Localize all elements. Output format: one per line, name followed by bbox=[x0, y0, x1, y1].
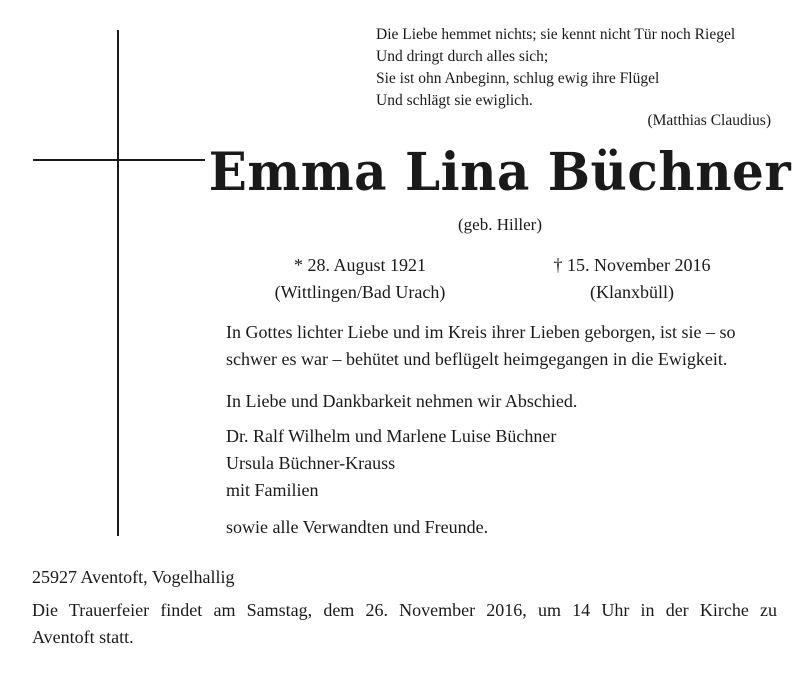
cross-vertical-bar bbox=[117, 30, 119, 536]
service-info-continued: Aventoft statt. bbox=[32, 627, 134, 647]
poem-line: Die Liebe hemmet nichts; sie kennt nicht Tür noch Riegel bbox=[376, 26, 736, 43]
service-info: Die Trauerfeier findet am Samstag, dem 26. November 2016, um 14 Uhr in der Kirche zu bbox=[32, 600, 777, 620]
birth-place: (Wittlingen/Bad Urach) bbox=[274, 282, 446, 302]
farewell-line: In Liebe und Dankbarkeit nehmen wir Abschied. bbox=[226, 391, 578, 411]
poem-line: Und schlägt sie ewiglich. bbox=[376, 92, 533, 109]
footer-block bbox=[32, 564, 777, 651]
birth-block bbox=[220, 252, 500, 306]
death-block bbox=[492, 252, 772, 306]
poem-author: (Matthias Claudius) bbox=[647, 112, 771, 129]
paragraph-line: In Gottes lichter Liebe und im Kreis ihrer Lieben geborgen, ist sie – so bbox=[226, 322, 736, 342]
poem-line: Sie ist ohn Anbeginn, schlug ewig ihre Flügel bbox=[376, 70, 660, 87]
death-place: (Klanxbüll) bbox=[590, 282, 674, 302]
mourner-name: mit Familien bbox=[226, 480, 319, 500]
maiden-name: (geb. Hiller) bbox=[457, 215, 543, 234]
obituary-text bbox=[226, 319, 786, 541]
address: 25927 Aventoft, Vogelhallig bbox=[32, 567, 235, 587]
poem-line: Und dringt durch alles sich; bbox=[376, 48, 549, 65]
cross-horizontal-bar bbox=[33, 159, 205, 161]
birth-date: * 28. August 1921 bbox=[293, 255, 426, 275]
death-date: † 15. November 2016 bbox=[553, 255, 711, 275]
mourner-name: Dr. Ralf Wilhelm und Marlene Luise Büchner bbox=[226, 426, 557, 446]
mourner-name: Ursula Büchner-Krauss bbox=[226, 453, 396, 473]
poem-block bbox=[376, 24, 771, 132]
relatives-line: sowie alle Verwandten und Freunde. bbox=[226, 517, 489, 537]
paragraph-line: schwer es war – behütet und beflügelt heimgegangen in die Ewigkeit. bbox=[226, 349, 728, 369]
deceased-name: Emma Lina Büchner bbox=[208, 140, 792, 203]
